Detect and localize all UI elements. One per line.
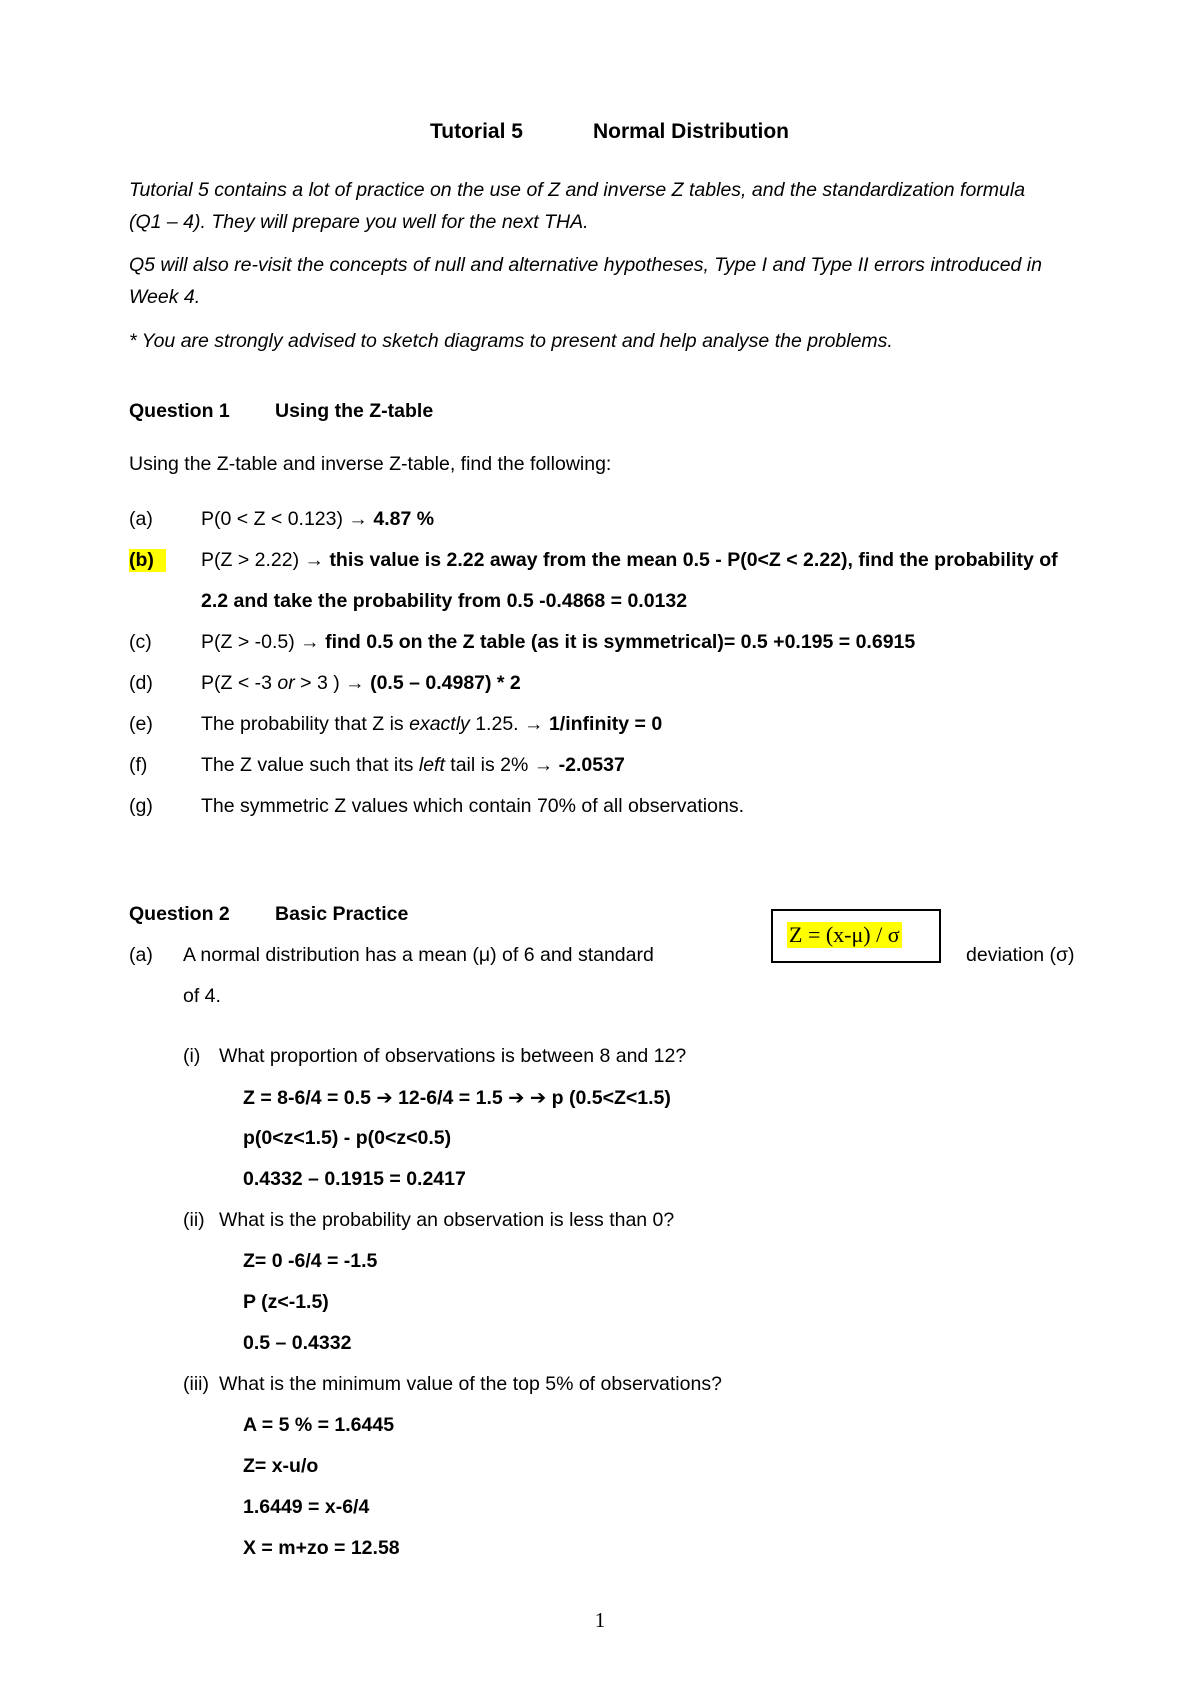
q1-item-question-em: or [277, 672, 295, 694]
arrow-icon: → [524, 713, 544, 735]
q2-work-line: Z= 0 -6/4 = -1.5 [243, 1250, 378, 1272]
page-number: 1 [594, 1608, 606, 1632]
q2-part-label: (iii) [183, 1373, 209, 1395]
q2-work-line: Z= x-u/o [243, 1455, 319, 1477]
arrow-icon: → [304, 549, 325, 571]
q1-item-question: The probability that Z is [201, 713, 410, 735]
arrow-icon: → [533, 754, 554, 776]
q1-item-label: (a) [129, 508, 153, 530]
q1-item-d [201, 672, 521, 695]
q2-a-line1: A normal distribution has a mean (μ) of 6 and standard [183, 944, 654, 966]
intro-p2-line2: Week 4. [129, 286, 201, 308]
arrow-icon: → [348, 508, 368, 530]
q2-work-line: A = 5 % = 1.6445 [243, 1414, 395, 1436]
q2-heading: Basic Practice [275, 903, 409, 925]
q1-item-g: The symmetric Z values which contain 70% of all observations. [201, 795, 744, 817]
q2-work-line: Z = 8-6/4 = 0.5 ➔ 12-6/4 = 1.5 ➔ ➔ p (0.5<Z<1.5) [243, 1087, 671, 1109]
q2-work-line: 1.6449 = x-6/4 [243, 1496, 370, 1518]
q1-item-label: (b) [129, 549, 166, 572]
arrow-icon: → [345, 672, 365, 694]
q1-item-question: P(0 < Z < 0.123) [201, 508, 343, 530]
title-part1: Tutorial 5 [430, 120, 523, 143]
q1-item-question: P(Z > -0.5) [201, 631, 295, 653]
q1-item-label: (e) [129, 713, 153, 735]
intro-p3: * You are strongly advised to sketch diagrams to present and help analyse the problems. [129, 330, 893, 352]
q1-item-e [201, 713, 662, 736]
intro-p1-line1: Tutorial 5 contains a lot of practice on the use of Z and inverse Z tables, and the standardization formula [129, 179, 1026, 201]
q2-part-question: What proportion of observations is between 8 and 12? [219, 1045, 687, 1067]
q1-label: Question 1 [129, 400, 230, 422]
q1-item-question-end: 1.25. [469, 713, 519, 735]
q1-item-label: (c) [129, 631, 152, 653]
q2-work-line: X = m+zo = 12.58 [243, 1537, 400, 1559]
q1-item-question-end: tail is 2% [444, 754, 529, 776]
formula-box [771, 909, 941, 963]
q2-part-question: What is the minimum value of the top 5% of observations? [219, 1373, 722, 1395]
q1-item-label: (d) [129, 672, 153, 694]
q2-a-line2: of 4. [183, 985, 221, 1007]
q1-item-answer: find 0.5 on the Z table (as it is symmetrical)= 0.5 +0.195 = 0.6915 [325, 631, 916, 653]
q1-item-answer: (0.5 – 0.4987) * 2 [370, 672, 521, 694]
q1-item-answer: 4.87 % [373, 508, 435, 530]
q1-item-label: (f) [129, 754, 148, 776]
q1-item-question: P(Z > 2.22) [201, 549, 300, 571]
q1-item-answer: this value is 2.22 away from the mean 0.5 - P(0<Z < 2.22), find the probability of [329, 549, 1058, 571]
q1-item-question-em: exactly [409, 713, 470, 735]
q1-item-a [201, 508, 434, 531]
q1-item-c [201, 631, 915, 654]
q1-item-question: The Z value such that its [201, 754, 419, 776]
q1-item-answer: -2.0537 [558, 754, 625, 776]
q1-heading: Using the Z-table [275, 400, 434, 422]
q1-item-label: (g) [129, 795, 153, 817]
q2-part-label: (ii) [183, 1209, 205, 1231]
q2-work-line: P (z<-1.5) [243, 1291, 329, 1313]
q2-work-line: 0.5 – 0.4332 [243, 1332, 352, 1354]
q1-item-answer-cont: 2.2 and take the probability from 0.5 -0.4868 = 0.0132 [201, 590, 688, 612]
q2-part-label: (i) [183, 1045, 201, 1067]
q1-item-question-em: left [418, 754, 445, 776]
q2-work-line: p(0<z<1.5) - p(0<z<0.5) [243, 1127, 452, 1149]
q2-label: Question 2 [129, 903, 230, 925]
q1-item-answer: 1/infinity = 0 [548, 713, 663, 735]
intro-p2-line1: Q5 will also re-visit the concepts of null and alternative hypotheses, Type I and Type II errors introduced in [129, 254, 1042, 276]
q2-a-line1-end: deviation (σ) [966, 944, 1075, 966]
title-part2: Normal Distribution [593, 120, 790, 143]
formula-text: Z = (x-μ) / σ [789, 922, 900, 947]
q1-item-question: P(Z < -3 [201, 672, 278, 694]
arrow-icon: → [300, 631, 320, 653]
q2-work-line: 0.4332 – 0.1915 = 0.2417 [243, 1168, 466, 1190]
q1-item-question-end: > 3 ) [294, 672, 340, 694]
q2-a-label: (a) [129, 944, 153, 966]
q1-item-f [201, 754, 625, 777]
q1-item-b [201, 549, 1058, 572]
q2-part-question: What is the probability an observation is less than 0? [219, 1209, 675, 1231]
intro-p1-line2: (Q1 – 4). They will prepare you well for the next THA. [129, 211, 589, 233]
q1-instruction: Using the Z-table and inverse Z-table, find the following: [129, 453, 612, 475]
